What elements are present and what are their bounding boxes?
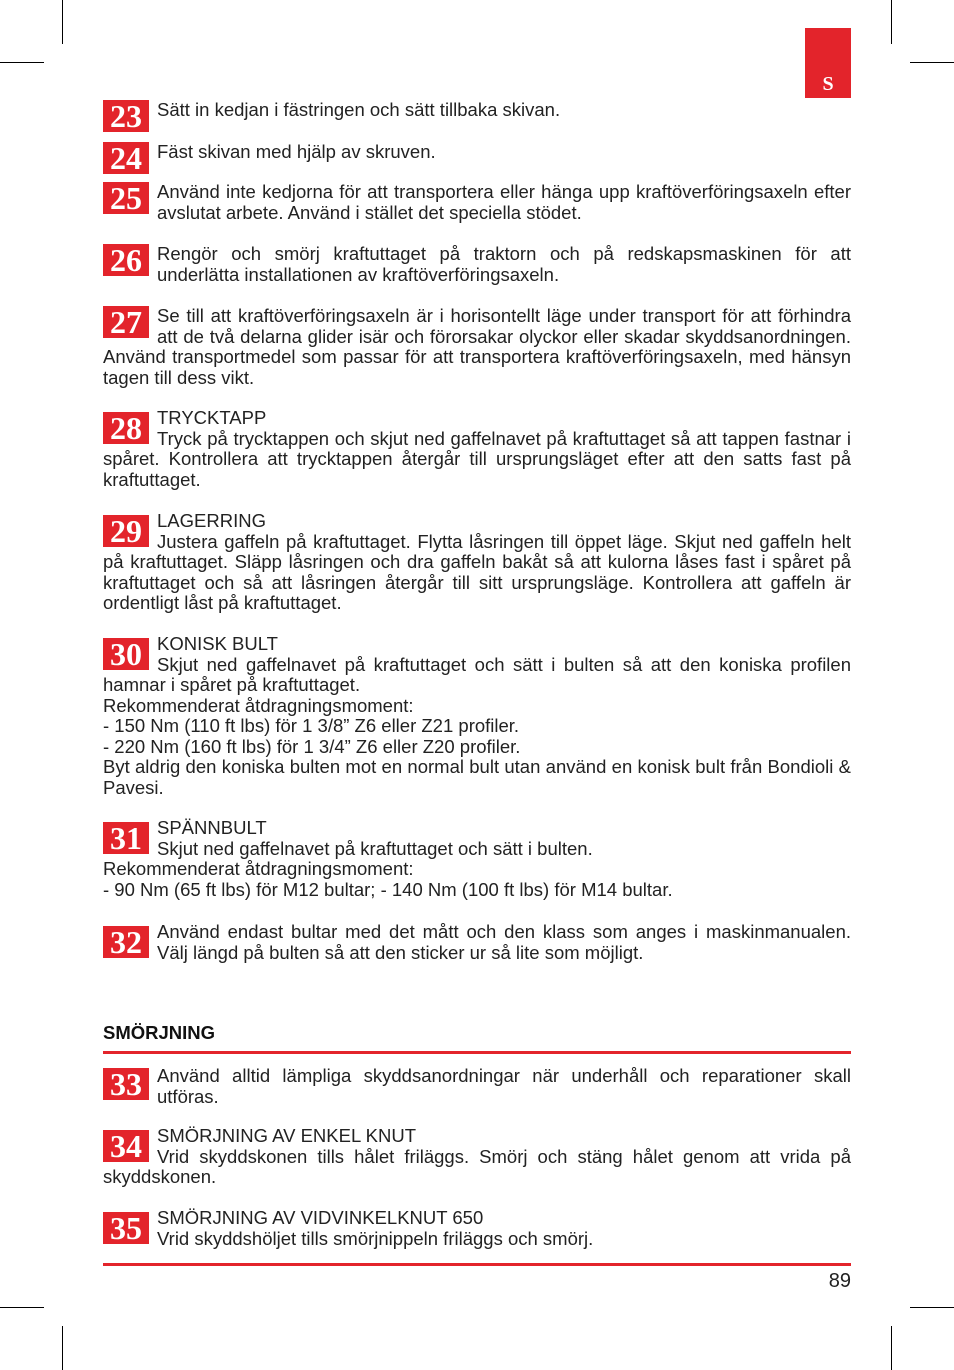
- step-number: 23: [103, 100, 149, 132]
- instruction-text: Tryck på trycktappen och skjut ned gaffelnavet på kraftuttaget så att tappen fastnar i spåret. Kontrollera att trycktappen återgår till ursprungsläget efter att den satts fast på kraftuttaget.: [103, 427, 851, 490]
- instruction-heading: KONISK BULT: [157, 633, 278, 654]
- instruction-item: [103, 244, 851, 285]
- instruction-item: [103, 1066, 851, 1107]
- step-number: 25: [103, 182, 149, 214]
- step-number: 33: [103, 1068, 149, 1100]
- step-number: 24: [103, 142, 149, 174]
- instruction-item: [103, 511, 851, 614]
- instruction-item: [103, 1126, 851, 1188]
- instruction-item: [103, 100, 851, 132]
- instruction-text: - 90 Nm (65 ft lbs) för M12 bultar; - 140 Nm (100 ft lbs) för M14 bultar.: [103, 878, 673, 900]
- crop-mark: [891, 0, 892, 44]
- step-number: 35: [103, 1212, 149, 1244]
- instruction-text: Skjut ned gaffelnavet på kraftuttaget och sätt i bulten så att den koniska profilen hamnar i spåret på kraftuttaget.: [103, 653, 851, 695]
- instruction-text: Använd inte kedjorna för att transportera eller hänga upp kraftöverföringsaxeln efter avslutat arbete. Använd i stället det speciella stödet.: [157, 181, 851, 223]
- instruction-item: [103, 818, 851, 900]
- instruction-heading: SMÖRJNING AV VIDVINKELKNUT 650: [157, 1207, 484, 1228]
- instruction-text: Skjut ned gaffelnavet på kraftuttaget och sätt i bulten.: [157, 837, 593, 859]
- step-number: 29: [103, 515, 149, 547]
- instruction-text: - 150 Nm (110 ft lbs) för 1 3/8” Z6 eller Z21 profiler.: [103, 715, 520, 736]
- section-title: SMÖRJNING: [103, 1022, 216, 1043]
- section-divider: [103, 1051, 851, 1054]
- step-number: 27: [103, 306, 149, 338]
- instruction-heading: SPÄNNBULT: [157, 817, 267, 838]
- crop-mark: [891, 1326, 892, 1370]
- instruction-heading: TRYCKTAPP: [157, 407, 267, 428]
- instruction-item: [103, 922, 851, 963]
- instruction-text: Justera gaffeln på kraftuttaget. Flytta låsringen till öppet läge. Skjut ned gaffeln helt på kraftuttaget. Släpp låsringen och dra gaffeln bakåt så att kulorna låses fast i spåret på kraftuttaget och så att låsringen återgår till sitt ursprungsläge. Kontrollera att gaffeln är ordentligt låst på kraftuttaget.: [103, 530, 851, 613]
- instruction-text: Använd endast bultar med det mått och den klass som anges i maskinmanualen. Välj längd på bulten så att den sticker ur så lite som möjligt.: [157, 921, 851, 963]
- step-number: 28: [103, 412, 149, 444]
- instruction-heading: SMÖRJNING AV ENKEL KNUT: [157, 1125, 417, 1146]
- crop-mark: [62, 1326, 63, 1370]
- instruction-item: [103, 408, 851, 490]
- step-number: 31: [103, 822, 149, 854]
- crop-mark: [0, 62, 44, 63]
- instruction-text: Vrid skyddskonen tills hålet friläggs. Smörj och stäng hålet genom att vrida på skyddskonen.: [103, 1145, 851, 1187]
- instruction-text: Sätt in kedjan i fästringen och sätt tillbaka skivan.: [157, 99, 561, 120]
- instruction-item: [103, 306, 851, 388]
- crop-mark: [910, 62, 954, 63]
- instruction-text: Använd alltid lämpliga skyddsanordningar när underhåll och reparationer skall utföras.: [157, 1065, 851, 1107]
- step-number: 34: [103, 1130, 149, 1162]
- instruction-heading: LAGERRING: [157, 510, 266, 531]
- instruction-item: [103, 182, 851, 223]
- crop-mark: [910, 1307, 954, 1308]
- instruction-text: Fäst skivan med hjälp av skruven.: [157, 141, 436, 162]
- crop-mark: [62, 0, 63, 44]
- instruction-item: [103, 142, 851, 174]
- crop-mark: [0, 1307, 44, 1308]
- instruction-item: [103, 1208, 851, 1249]
- instruction-text: Se till att kraftöverföringsaxeln är i horisontellt läge under transport för att förhindra att de två delarna glider isär och förorsakar olyckor eller skadar skyddsanordningen. Använd transportmedel som passar för att transportera kraftöverföringsaxeln, med hänsyn tagen till dess vikt.: [103, 305, 851, 388]
- step-number: 32: [103, 926, 149, 958]
- instruction-text: Vrid skyddshöljet tills smörjnippeln friläggs och smörj.: [157, 1227, 594, 1249]
- instruction-text: Byt aldrig den koniska bulten mot en normal bult utan använd en konisk bult från Bondioli & Pavesi.: [103, 756, 851, 798]
- step-number: 26: [103, 244, 149, 276]
- instruction-text: Rekommenderat åtdragningsmoment:: [103, 858, 414, 879]
- instruction-text: - 220 Nm (160 ft lbs) för 1 3/4” Z6 eller Z20 profiler.: [103, 735, 521, 757]
- page-number: 89: [828, 1270, 851, 1292]
- footer-divider: [103, 1263, 851, 1266]
- language-tab: S: [805, 28, 851, 98]
- instruction-text: Rengör och smörj kraftuttaget på traktorn och på redskapsmaskinen för att underlätta installationen av kraftöverföringsaxeln.: [157, 243, 851, 285]
- instruction-text: Rekommenderat åtdragningsmoment:: [103, 694, 414, 716]
- instruction-item: [103, 634, 851, 798]
- step-number: 30: [103, 638, 149, 670]
